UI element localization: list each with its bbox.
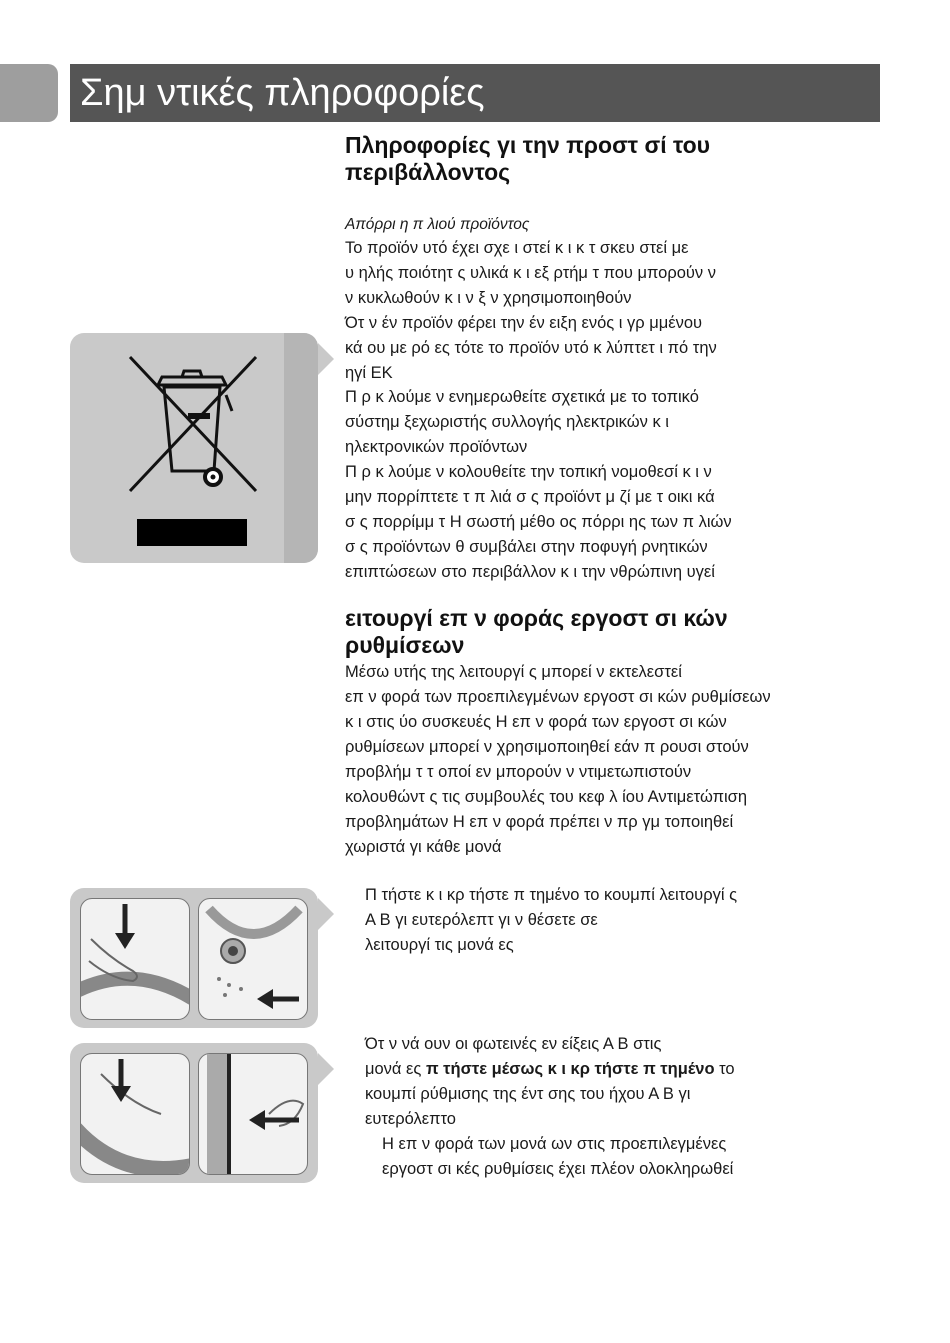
body-line: προβλημάτων Η επ ν φορά πρέπει ν πρ γμ τοποιηθεί [345,813,734,831]
body-line: μην πορρίπτετε τ π λιά σ ς προϊόντ μ ζί με τ οικι κά [345,488,715,506]
step1-line: λειτουργί τις μονά ες [365,936,514,954]
device-button-closeup-illustration [198,898,308,1020]
body-line: Π ρ κ λούμε ν ενημερωθείτε σχετικά με το τοπικό [345,388,699,406]
page-tab-marker [0,64,58,122]
body-line: Το προϊόν υτό έχει σχε ι στεί κ ι κ τ σκευ στεί με [345,239,689,257]
body-line: κ ι στις ύο συσκευές Η επ ν φορά των εργοστ σι κών [345,713,727,731]
panel-pointer [318,898,334,930]
section-heading-factory-reset-line2: ρυθμίσεων [345,632,465,658]
body-line: επιπτώσεων στο περιβάλλον κ ι την νθρώπινη υγεί [345,563,715,581]
body-line: υ ηλής ποιότητ ς υλικά κ ι εξ ρτήμ τ που μπορούν ν [345,264,717,282]
body-line: Ότ ν έν προϊόν φέρει την έν ειξη ενός ι γρ μμένου [345,314,703,332]
panel-pointer [318,343,334,375]
weee-panel [70,333,318,563]
body-line: σ ς πορρίμμ τ Η σωστή μέθο ος πόρρι ης των π λιών [345,513,732,531]
page-title: Σημ ντικές πληροφορίες [80,72,485,114]
step2-text: μονά ες [365,1060,426,1078]
body-line: Π ρ κ λούμε ν κολουθείτε την τοπική νομοθεσί κ ι ν [345,463,712,481]
weee-black-bar [137,519,247,546]
body-line: σ ς προϊόντων θ συμβάλει στην ποφυγή ρνητικών [345,538,708,556]
step2-line: κουμπί ρύθμισης της έντ σης του ήχου Α Β γι [365,1085,691,1103]
body-line: ρυθμίσεων μπορεί ν χρησιμοποιηθεί εάν π ρουσι στούν [345,738,749,756]
header-bar [70,64,880,122]
body-line: ν κυκλωθούν κ ι ν ξ ν χρησιμοποιηθούν [345,289,632,307]
body-line: κολουθώντ ς τις συμβουλές του κεφ λ ίου Αντιμετώπιση [345,788,748,806]
section-heading-environment: Πληροφορίες γι την προστ σί του [345,132,711,158]
body-line: ηλεκτρονικών προϊόντων [345,438,528,456]
step1-illustration-panel [70,888,318,1028]
side-button-closeup-illustration [198,1053,308,1175]
panel-pointer [318,1053,334,1085]
step2-line [365,1057,735,1082]
step2-bold-instruction: π τήστε μέσως κ ι κρ τήστε π τημένο [425,1060,715,1078]
body-line: ηγί ΕΚ [345,364,393,382]
step2-note-line: Η επ ν φορά των μονά ων στις προεπιλεγμένες [382,1135,727,1153]
step2-line: ευτερόλεπτο [365,1110,456,1128]
body-line: προβλήμ τ τ οποί εν μπορούν ν ντιμετωπιστούν [345,763,692,781]
step1-line: Π τήστε κ ι κρ τήστε π τημένο το κουμπί λειτουργί ς [365,886,738,904]
step2-note-line: εργοστ σι κές ρυθμίσεις έχει πλέον ολοκληρωθεί [382,1160,734,1178]
body-line: επ ν φορά των προεπιλεγμένων εργοστ σι κών ρυθμίσεων [345,688,771,706]
step1-line: Α Β γι ευτερόλεπτ γι ν θέσετε σε [365,911,598,929]
press-hold-illustration [80,1053,190,1175]
body-line: χωριστά γι κάθε μονά [345,838,502,856]
body-line: κά ου με ρό ες τότε το προϊόν υτό κ λύπτετ ι πό την [345,339,717,357]
subheading-disposal: Απόρρι η π λιού προϊόντος [345,216,530,233]
step2-line: Ότ ν νά ουν οι φωτεινές εν είξεις Α Β στις [365,1035,662,1053]
section-heading-environment-line2: περιβάλλοντος [345,159,511,185]
step2-illustration-panel [70,1043,318,1183]
crossed-out-wheelie-bin-icon [122,351,262,501]
body-line: Μέσω υτής της λειτουργί ς μπορεί ν εκτελεστεί [345,663,682,681]
section-heading-factory-reset: ειτουργί επ ν φοράς εργοστ σι κών [345,605,728,631]
step2-text: το [714,1060,735,1078]
body-line: σύστημ ξεχωριστής συλλογής ηλεκτρικών κ ι [345,413,669,431]
press-button-illustration [80,898,190,1020]
